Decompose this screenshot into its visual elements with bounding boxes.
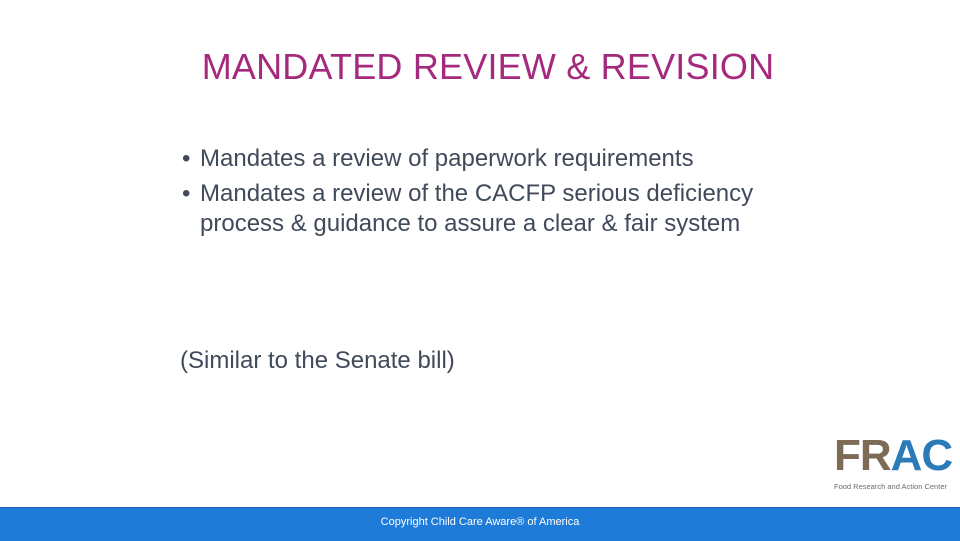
frac-logo-mark: [834, 431, 953, 480]
slide-note: (Similar to the Senate bill): [180, 347, 455, 374]
bullet-list: [178, 144, 838, 244]
bullet-item: • Mandates a review of paperwork requirements: [178, 144, 838, 174]
slide-title: MANDATED REVIEW & REVISION: [201, 46, 775, 87]
logo-mark-fr: FR: [834, 431, 891, 480]
logo-subtitle: Food Research and Action Center: [834, 482, 947, 491]
footer-copyright: Copyright Child Care Aware® of America: [380, 516, 580, 528]
frac-logo: [834, 431, 953, 494]
bullet-item: • Mandates a review of the CACFP serious deficiency process & guidance to assure a clear & fair system: [178, 179, 838, 239]
footer-bar: [0, 507, 960, 541]
logo-mark-ac: AC: [890, 431, 953, 480]
